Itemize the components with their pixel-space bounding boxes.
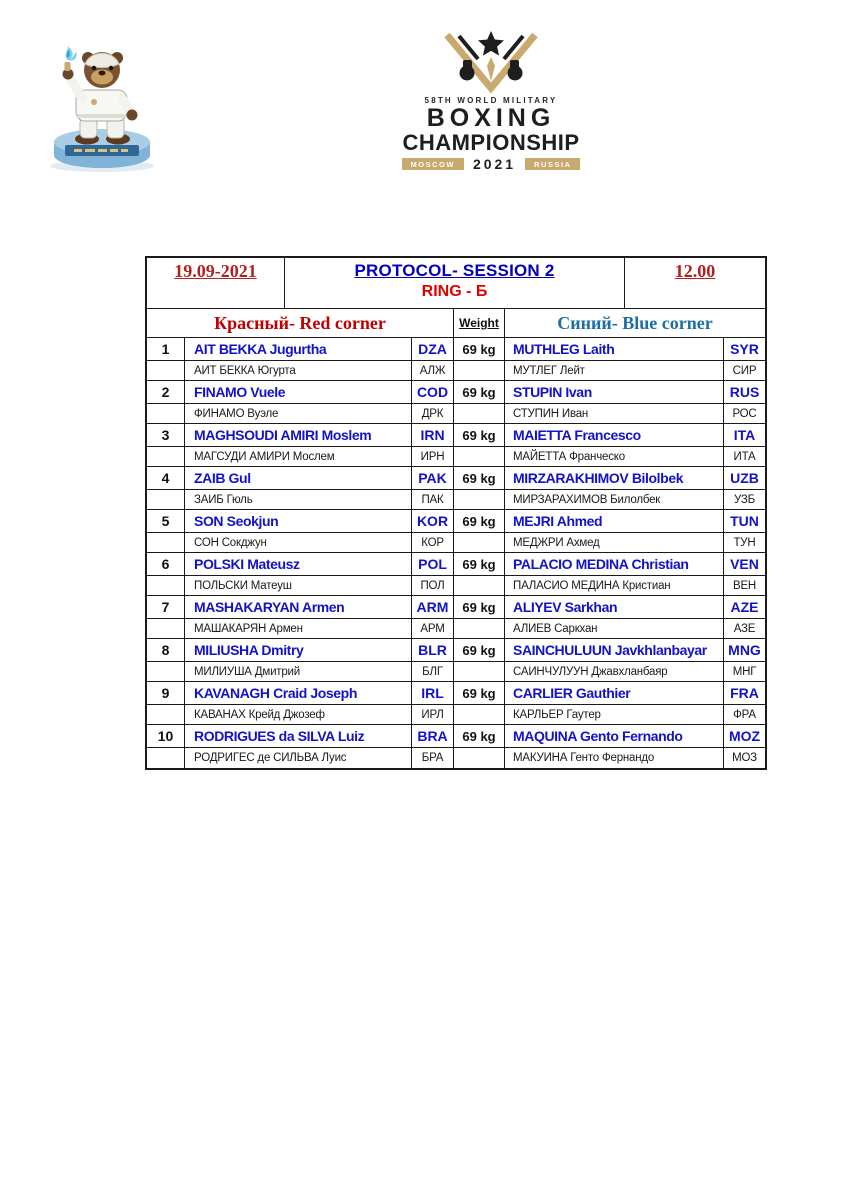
blue-boxer-name-cyrillic: МАКУИНА Генто Фернандо <box>505 748 724 768</box>
bout-row <box>147 510 765 533</box>
weight-value: 69 kg <box>454 682 505 704</box>
red-country-code: KOR <box>412 510 454 532</box>
red-boxer-name-cyrillic: ПОЛЬСКИ Матеуш <box>185 576 412 595</box>
blue-country-code-cyrillic: ИТА <box>733 450 756 463</box>
weight-value: 69 kg <box>454 338 505 360</box>
red-country-code-cyrillic: АРМ <box>412 619 454 638</box>
weight-spacer <box>454 619 505 638</box>
weight-value: 69 kg <box>454 381 505 403</box>
bout-row-cyrillic <box>147 404 765 424</box>
blue-boxer-name: CARLIER Gauthier <box>505 682 724 704</box>
red-country-code: IRL <box>412 682 454 704</box>
emblem-badge-russia: RUSSIA <box>525 158 580 170</box>
red-country-code: BLR <box>412 639 454 661</box>
bout-number-spacer <box>147 361 185 380</box>
bout-row-cyrillic <box>147 447 765 467</box>
weight-spacer <box>454 748 505 768</box>
blue-country-code-cyrillic: УЗБ <box>734 493 755 506</box>
weight-value: 69 kg <box>454 725 505 747</box>
bout-row <box>147 682 765 705</box>
blue-country-code: VEN <box>730 556 759 572</box>
session-title-cell <box>285 258 625 308</box>
red-boxer-name-cyrillic: ФИНАМО Вуэле <box>185 404 412 423</box>
bout-row <box>147 639 765 662</box>
red-boxer-name-cyrillic: АИТ БЕККА Югурта <box>185 361 412 380</box>
session-date: 19.09-2021 <box>174 261 257 281</box>
blue-country-code: MOZ <box>728 728 761 744</box>
red-corner-header: Красный- Red corner <box>147 309 454 337</box>
red-boxer-name-cyrillic: РОДРИГЕС де СИЛЬВА Луис <box>185 748 412 768</box>
blue-country-code: FRA <box>730 685 759 701</box>
red-boxer-name: FINAMO Vuele <box>185 381 412 403</box>
red-country-code: COD <box>412 381 454 403</box>
red-boxer-name-cyrillic: МИЛИУША Дмитрий <box>185 662 412 681</box>
blue-boxer-name-cyrillic: СТУПИН Иван <box>505 404 724 423</box>
weight-spacer <box>454 576 505 595</box>
blue-country-code-cyrillic: СИР <box>732 364 757 377</box>
red-country-code: POL <box>412 553 454 575</box>
red-boxer-name: MILIUSHA Dmitry <box>185 639 412 661</box>
bout-row-cyrillic <box>147 662 765 682</box>
bout-number: 4 <box>147 467 185 489</box>
blue-country-code-cyrillic: ВЕН <box>732 579 757 592</box>
blue-boxer-name-cyrillic: КАРЛЬЕР Гаутер <box>505 705 724 724</box>
blue-boxer-name-cyrillic: АЛИЕВ Саркхан <box>505 619 724 638</box>
red-boxer-name: RODRIGUES da SILVA Luiz <box>185 725 412 747</box>
blue-boxer-name: MUTHLEG Laith <box>505 338 724 360</box>
bout-row-cyrillic <box>147 490 765 510</box>
blue-country-code: SYR <box>730 341 759 357</box>
blue-country-code-cyrillic: РОС <box>732 407 757 420</box>
red-country-code: IRN <box>412 424 454 446</box>
bout-list <box>147 338 765 768</box>
emblem-badge-moscow: MOSCOW <box>402 158 464 170</box>
weight-spacer <box>454 662 505 681</box>
bout-row <box>147 725 765 748</box>
bout-number-spacer <box>147 705 185 724</box>
blue-boxer-name-cyrillic: МИРЗАРАХИМОВ Билолбек <box>505 490 724 509</box>
bout-number: 5 <box>147 510 185 532</box>
red-boxer-name-cyrillic: ЗАИБ Гюль <box>185 490 412 509</box>
bout-row-cyrillic <box>147 748 765 768</box>
blue-boxer-name: MIRZARAKHIMOV Bilolbek <box>505 467 724 489</box>
red-boxer-name-cyrillic: МАГСУДИ АМИРИ Мослем <box>185 447 412 466</box>
blue-country-code-cyrillic: МНГ <box>732 665 757 678</box>
red-country-code: ARM <box>412 596 454 618</box>
blue-boxer-name: PALACIO MEDINA Christian <box>505 553 724 575</box>
session-title: PROTOCOL- SESSION 2 <box>354 261 555 280</box>
blue-boxer-name: SAINCHULUUN Javkhlanbayar <box>505 639 724 661</box>
bout-row <box>147 381 765 404</box>
blue-boxer-name: MEJRI Ahmed <box>505 510 724 532</box>
red-country-code: DZA <box>412 338 454 360</box>
bout-number: 9 <box>147 682 185 704</box>
blue-country-code: MNG <box>728 642 761 658</box>
red-boxer-name-cyrillic: МАШАКАРЯН Армен <box>185 619 412 638</box>
bout-number: 6 <box>147 553 185 575</box>
emblem-title-boxing: BOXING <box>426 104 556 132</box>
mascot-logo <box>42 36 162 174</box>
emblem-top-line: 58TH WORLD MILITARY <box>424 96 558 105</box>
red-country-code: BRA <box>412 725 454 747</box>
blue-country-code-cyrillic: МОЗ <box>732 752 757 764</box>
bout-number: 7 <box>147 596 185 618</box>
red-country-code: PAK <box>412 467 454 489</box>
bout-row <box>147 553 765 576</box>
star-and-gloves-icon <box>389 30 594 94</box>
weight-spacer <box>454 404 505 423</box>
bout-number-spacer <box>147 447 185 466</box>
blue-country-code: ITA <box>733 427 756 443</box>
corners-header-row <box>147 309 765 338</box>
weight-spacer <box>454 447 505 466</box>
red-boxer-name: MAGHSOUDI AMIRI Moslem <box>185 424 412 446</box>
blue-boxer-name-cyrillic: ПАЛАСИО МЕДИНА Кристиан <box>505 576 724 595</box>
weight-spacer <box>454 490 505 509</box>
emblem-year: 2021 <box>472 156 517 173</box>
weight-spacer <box>454 361 505 380</box>
bout-row <box>147 467 765 490</box>
bout-row <box>147 424 765 447</box>
blue-boxer-name: ALIYEV Sarkhan <box>505 596 724 618</box>
bout-number-spacer <box>147 662 185 681</box>
red-boxer-name-cyrillic: СОН Сокджун <box>185 533 412 552</box>
blue-country-code: TUN <box>730 513 759 529</box>
bout-row-cyrillic <box>147 619 765 639</box>
weight-value: 69 kg <box>454 639 505 661</box>
red-boxer-name-cyrillic: КАВАНАХ Крейд Джозеф <box>185 705 412 724</box>
mascot-icon <box>42 36 162 174</box>
red-country-code-cyrillic: ДРК <box>412 404 454 423</box>
blue-boxer-name: STUPIN Ivan <box>505 381 724 403</box>
blue-country-code-cyrillic: ТУН <box>733 536 756 549</box>
bout-row-cyrillic <box>147 576 765 596</box>
date-cell <box>147 258 285 308</box>
red-country-code-cyrillic: ИРЛ <box>412 705 454 724</box>
blue-boxer-name-cyrillic: МАЙЕТТА Франческо <box>505 447 724 466</box>
red-boxer-name: POLSKI Mateusz <box>185 553 412 575</box>
blue-boxer-name-cyrillic: САИНЧУЛУУН Джавхланбаяр <box>505 662 724 681</box>
bout-number: 10 <box>147 725 185 747</box>
blue-corner-header: Синий- Blue corner <box>557 312 713 333</box>
blue-country-code: RUS <box>729 384 760 400</box>
red-boxer-name: KAVANAGH Craid Joseph <box>185 682 412 704</box>
red-country-code-cyrillic: КОР <box>412 533 454 552</box>
red-boxer-name: SON Seokjun <box>185 510 412 532</box>
bout-number-spacer <box>147 404 185 423</box>
weight-value: 69 kg <box>454 467 505 489</box>
weight-value: 69 kg <box>454 553 505 575</box>
bout-number: 3 <box>147 424 185 446</box>
bout-number-spacer <box>147 619 185 638</box>
blue-boxer-name-cyrillic: МУТЛЕГ Лейт <box>505 361 724 380</box>
bout-number-spacer <box>147 533 185 552</box>
blue-country-code: AZE <box>730 599 759 615</box>
red-country-code-cyrillic: ПОЛ <box>412 576 454 595</box>
ring-label: RING - Б <box>421 283 488 300</box>
red-boxer-name: MASHAKARYAN Armen <box>185 596 412 618</box>
bout-number: 2 <box>147 381 185 403</box>
blue-boxer-name: MAIETTA Francesco <box>505 424 724 446</box>
blue-country-code-cyrillic: АЗЕ <box>733 622 756 635</box>
blue-country-code: UZB <box>730 470 759 486</box>
red-boxer-name: AIT BEKKA Jugurtha <box>185 338 412 360</box>
weight-spacer <box>454 533 505 552</box>
bout-row-cyrillic <box>147 533 765 553</box>
bout-number-spacer <box>147 748 185 768</box>
session-time: 12.00 <box>674 261 716 281</box>
protocol-header-row <box>147 258 765 309</box>
red-country-code-cyrillic: БЛГ <box>412 662 454 681</box>
weight-spacer <box>454 705 505 724</box>
bout-number-spacer <box>147 576 185 595</box>
bout-row <box>147 338 765 361</box>
blue-country-code-cyrillic: ФРА <box>733 708 756 721</box>
protocol-table <box>145 256 767 770</box>
red-country-code-cyrillic: ПАК <box>412 490 454 509</box>
red-boxer-name: ZAIB Gul <box>185 467 412 489</box>
emblem-title-championship: CHAMPIONSHIP <box>402 130 580 155</box>
bout-number-spacer <box>147 490 185 509</box>
red-country-code-cyrillic: АЛЖ <box>412 361 454 380</box>
championship-emblem <box>386 30 596 172</box>
blue-boxer-name-cyrillic: МЕДЖРИ Ахмед <box>505 533 724 552</box>
time-cell <box>625 258 765 308</box>
red-country-code-cyrillic: БРА <box>412 748 454 768</box>
weight-value: 69 kg <box>454 424 505 446</box>
red-country-code-cyrillic: ИРН <box>412 447 454 466</box>
bout-row <box>147 596 765 619</box>
bout-number: 1 <box>147 338 185 360</box>
weight-value: 69 kg <box>454 596 505 618</box>
bout-row-cyrillic <box>147 361 765 381</box>
weight-value: 69 kg <box>454 510 505 532</box>
bout-row-cyrillic <box>147 705 765 725</box>
bout-number: 8 <box>147 639 185 661</box>
blue-boxer-name: MAQUINA Gento Fernando <box>505 725 724 747</box>
weight-header: Weight <box>454 309 505 337</box>
